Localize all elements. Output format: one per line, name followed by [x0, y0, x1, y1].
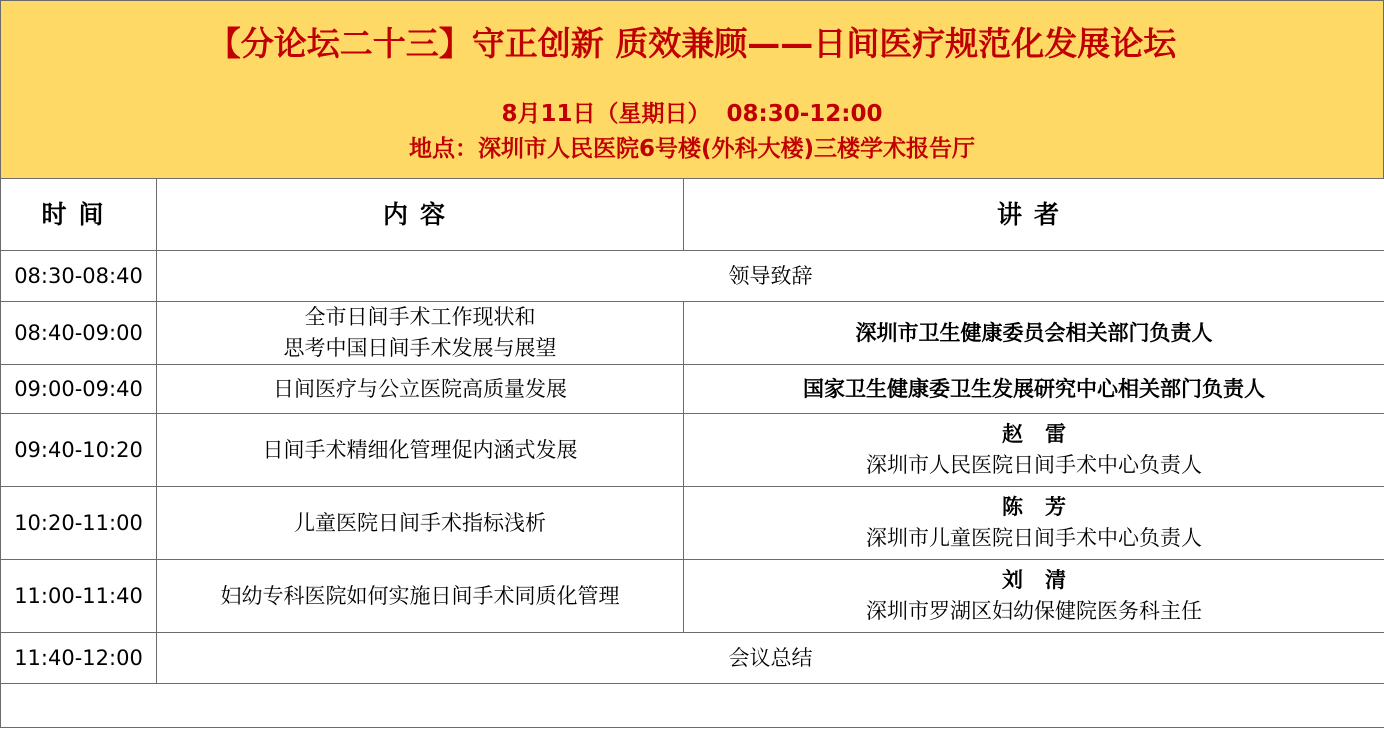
speaker-org: 深圳市罗湖区妇幼保健院医务科主任	[866, 599, 1202, 623]
speaker-name: 刘清	[1002, 568, 1088, 592]
time-cell: 11:40-12:00	[1, 633, 157, 684]
content-cell: 会议总结	[157, 633, 1384, 684]
content-line: 全市日间手术工作现状和	[304, 305, 536, 329]
time-cell: 11:00-11:40	[1, 560, 157, 633]
content-cell: 儿童医院日间手术指标浅析	[157, 487, 684, 560]
speaker-org: 深圳市人民医院日间手术中心负责人	[866, 453, 1202, 477]
header-speaker: 讲者	[684, 179, 1384, 251]
table-row	[1, 251, 1384, 302]
content-line: 思考中国日间手术发展与展望	[283, 336, 557, 360]
table-row	[1, 487, 1384, 560]
speaker-name: 陈芳	[1002, 495, 1088, 519]
table-row	[1, 633, 1384, 684]
content-cell: 领导致辞	[157, 251, 1384, 302]
time-cell: 10:20-11:00	[1, 487, 157, 560]
time-cell: 09:40-10:20	[1, 414, 157, 487]
speaker-cell	[684, 560, 1384, 633]
speaker-org: 国家卫生健康委卫生发展研究中心相关部门负责人	[684, 365, 1384, 414]
content-cell: 日间医疗与公立医院高质量发展	[157, 365, 684, 414]
forum-banner	[0, 0, 1384, 178]
speaker-org: 深圳市儿童医院日间手术中心负责人	[866, 526, 1202, 550]
header-content: 内容	[157, 179, 684, 251]
schedule-table	[0, 178, 1384, 728]
time-cell: 09:00-09:40	[1, 365, 157, 414]
table-row	[1, 560, 1384, 633]
speaker-name: 赵雷	[1002, 422, 1088, 446]
header-time: 时间	[1, 179, 157, 251]
time-cell: 08:30-08:40	[1, 251, 157, 302]
table-row	[1, 302, 1384, 365]
speaker-org: 深圳市卫生健康委员会相关部门负责人	[684, 302, 1384, 365]
table-blank-row	[1, 684, 1384, 728]
time-cell: 08:40-09:00	[1, 302, 157, 365]
content-cell: 日间手术精细化管理促内涵式发展	[157, 414, 684, 487]
speaker-cell	[684, 487, 1384, 560]
speaker-cell	[684, 414, 1384, 487]
table-row	[1, 365, 1384, 414]
content-cell	[157, 302, 684, 365]
table-header-row	[1, 179, 1384, 251]
blank-cell	[1, 684, 1384, 728]
forum-title: 【分论坛二十三】守正创新 质效兼顾——日间医疗规范化发展论坛	[207, 24, 1177, 63]
table-row	[1, 414, 1384, 487]
forum-date-time: 8月11日（星期日） 08:30-12:00	[501, 101, 883, 127]
content-cell: 妇幼专科医院如何实施日间手术同质化管理	[157, 560, 684, 633]
forum-venue: 地点：深圳市人民医院6号楼(外科大楼)三楼学术报告厅	[408, 136, 976, 162]
